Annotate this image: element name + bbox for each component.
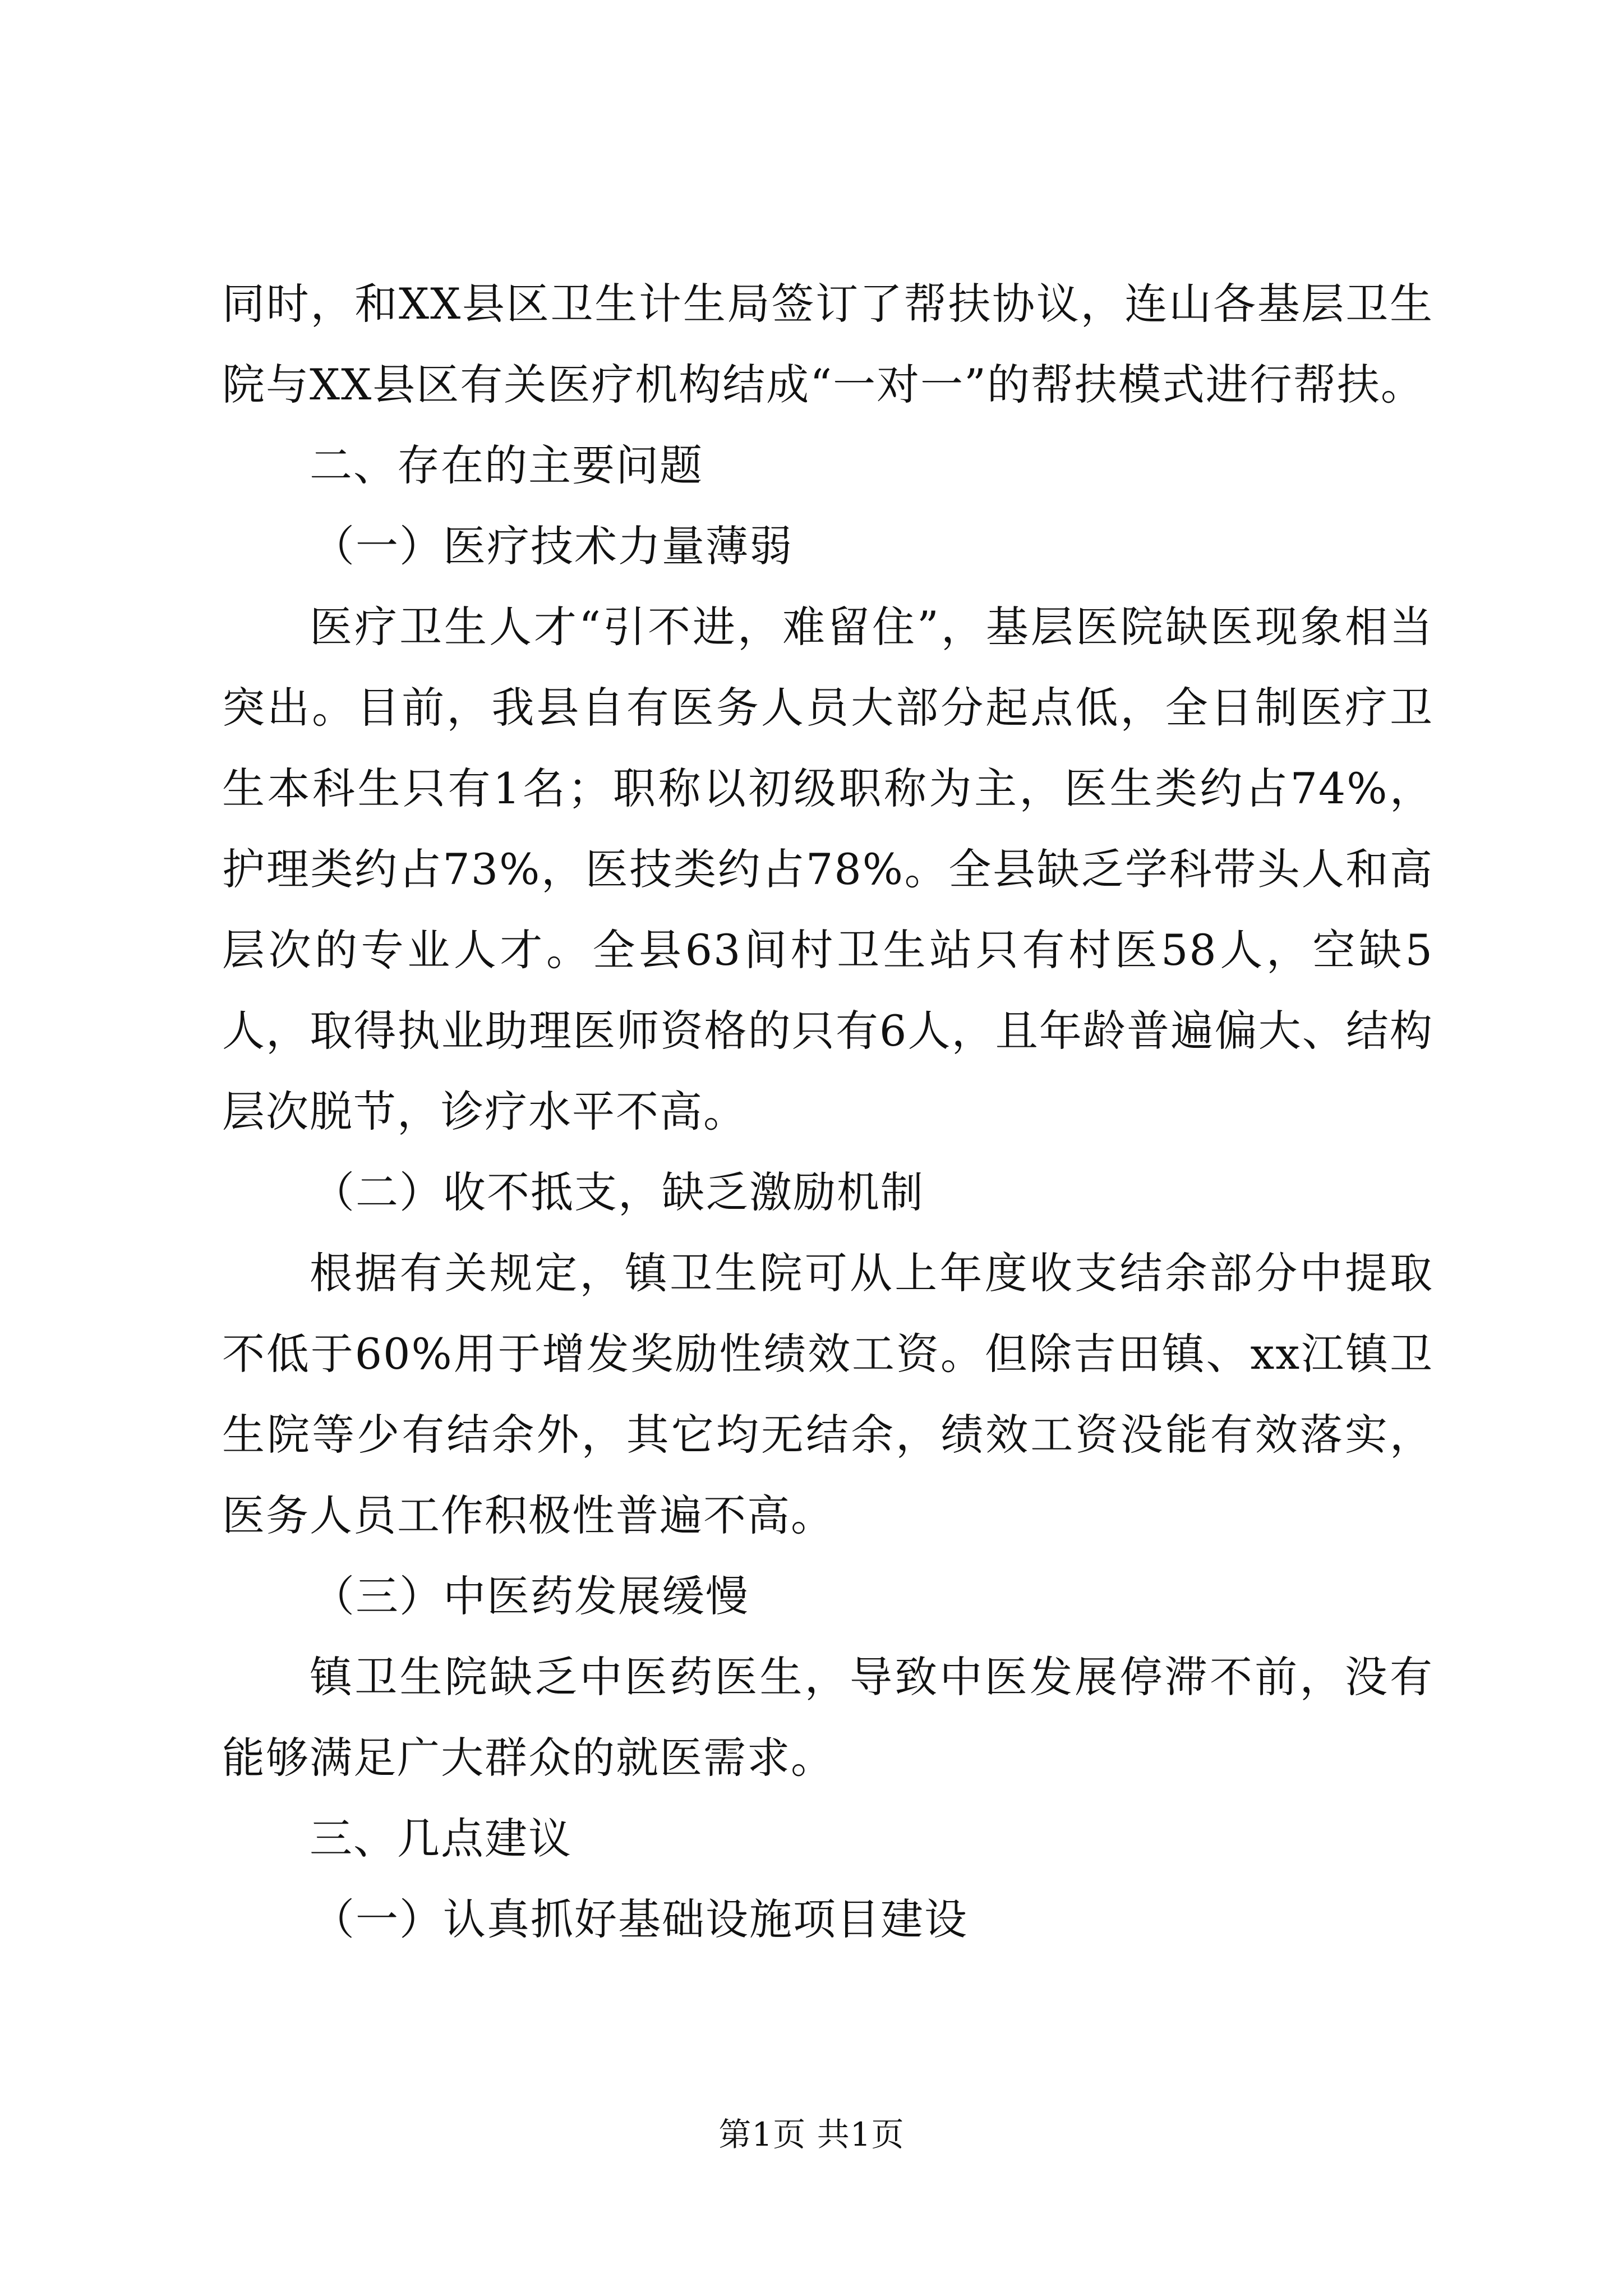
page-number-label: 第1页 共1页 — [718, 2115, 905, 2154]
subheading-infrastructure: （一）认真抓好基础设施项目建设 — [312, 1894, 968, 1944]
section-heading-problems: 二、存在的主要问题 — [310, 440, 703, 490]
paragraph-continuation: 同时，和XX县区卫生计生局签订了帮扶协议，连山各基层卫生院与XX县区有关医疗机构结成“一对一”的帮扶模式进行帮扶。 — [222, 279, 1433, 409]
page-footer — [0, 2115, 1623, 2154]
paragraph-talent-shortage: 医疗卫生人才“引不进，难留住”，基层医院缺医现象相当突出。目前，我县自有医务人员大部分起点低，全日制医疗卫生本科生只有1名；职称以初级职称为主，医生类约占74%，护理类约占73%，医技类约占78%。全县缺乏学科带头人和高层次的专业人才。全县63间村卫生站只有村医58人，空缺5人，取得执业助理医师资格的只有6人，且年龄普遍偏大、结构层次脱节，诊疗水平不高。 — [222, 602, 1433, 1137]
paragraph-tcm-shortage: 镇卫生院缺乏中医药医生，导致中医发展停滞不前，没有能够满足广大群众的就医需求。 — [222, 1652, 1433, 1783]
subheading-tcm-development: （三）中医药发展缓慢 — [312, 1571, 749, 1621]
subheading-income-shortfall: （二）收不抵支，缺乏激励机制 — [312, 1167, 924, 1217]
section-heading-suggestions: 三、几点建议 — [310, 1814, 572, 1864]
document-body — [222, 264, 1433, 1960]
subheading-technical-weakness: （一）医疗技术力量薄弱 — [312, 521, 793, 571]
paragraph-performance-pay: 根据有关规定，镇卫生院可从上年度收支结余部分中提取不低于60%用于增发奖励性绩效工资。但除吉田镇、xx江镇卫生院等少有结余外，其它均无结余，绩效工资没能有效落实，医务人员工作积极性普遍不高。 — [222, 1248, 1433, 1540]
